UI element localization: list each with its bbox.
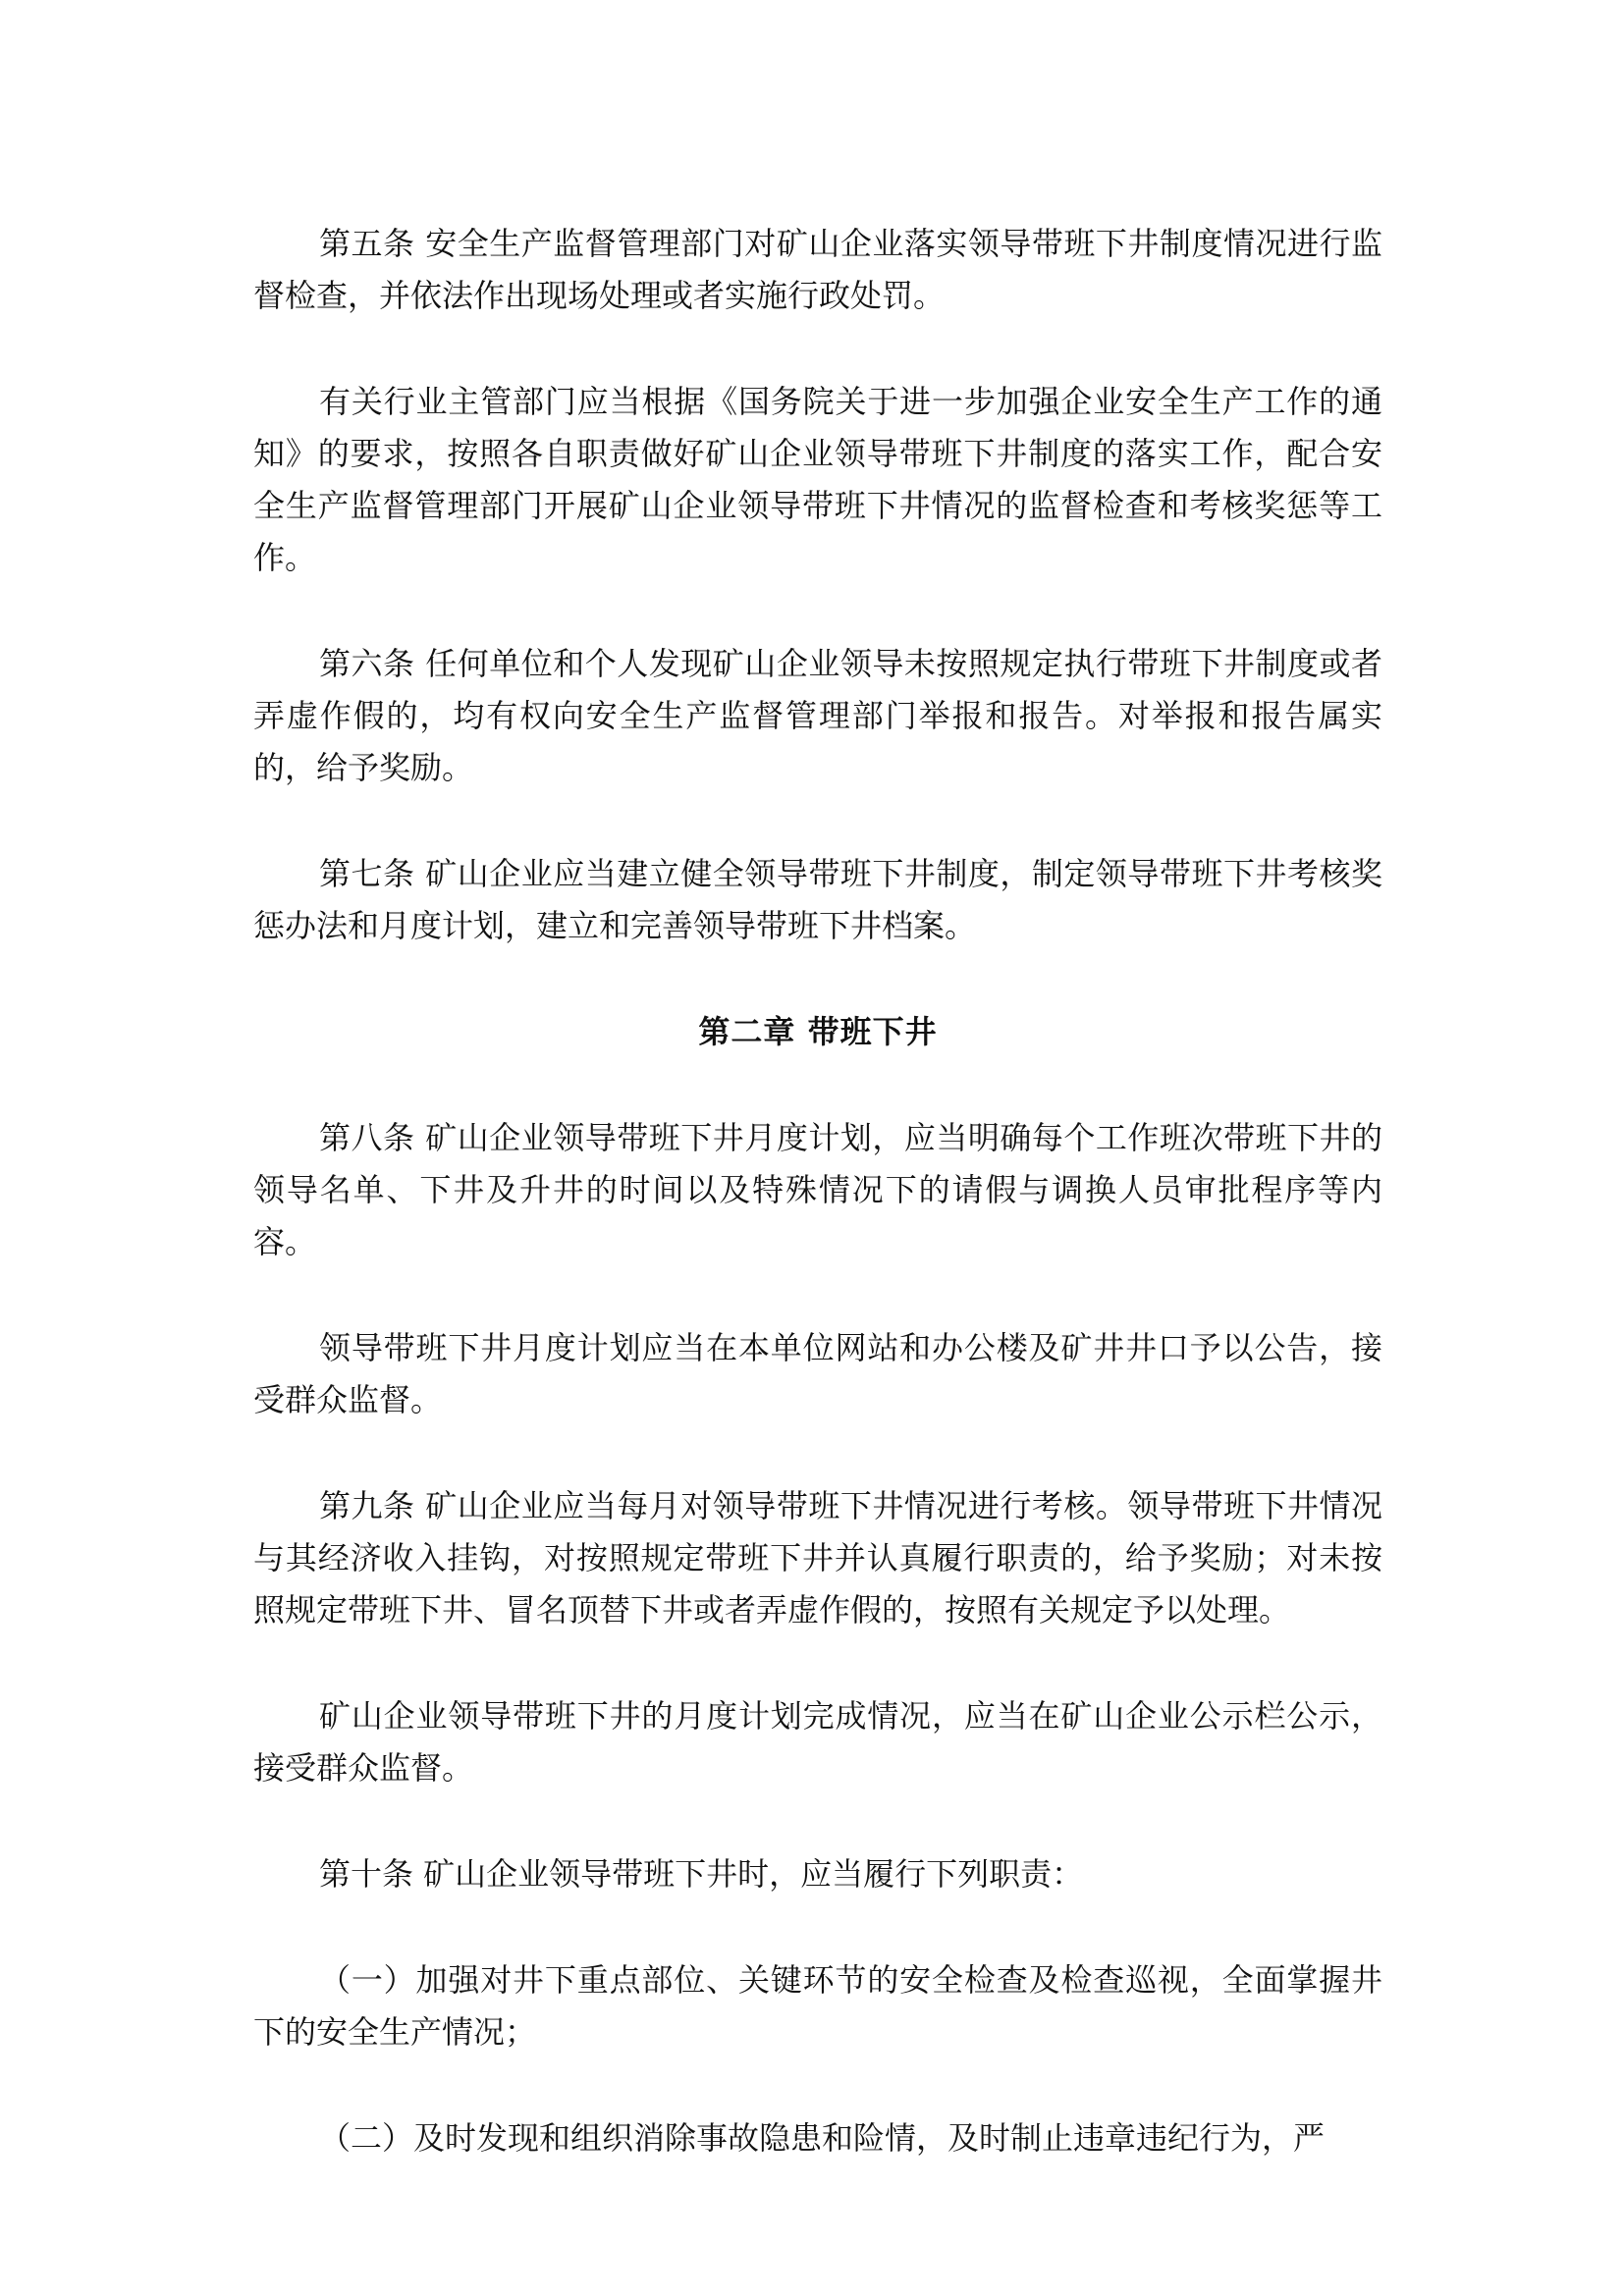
article-10-paragraph: 第十条 矿山企业领导带班下井时，应当履行下列职责：	[319, 1855, 1084, 1893]
article-7-paragraph: 第七条 矿山企业应当建立健全领导带班下井制度，制定领导带班下井考核奖惩办法和月度计划，建立和完善领导带班下井档案。	[253, 855, 1382, 944]
plan-completion-publicity-paragraph: 矿山企业领导带班下井的月度计划完成情况，应当在矿山企业公示栏公示，接受群众监督。	[253, 1697, 1382, 1787]
industry-department-paragraph: 有关行业主管部门应当根据《国务院关于进一步加强企业安全生产工作的通知》的要求，按照各自职责做好矿山企业领导带班下井制度的落实工作，配合安全生产监督管理部门开展矿山企业领导带班下井情况的监督检查和考核奖惩等工作。	[253, 383, 1382, 576]
duty-item-2: （二）及时发现和组织消除事故隐患和险情，及时制止违章违纪行为，严	[319, 2119, 1326, 2157]
monthly-plan-announcement-paragraph: 领导带班下井月度计划应当在本单位网站和办公楼及矿井井口予以公告，接受群众监督。	[253, 1329, 1382, 1418]
article-9-paragraph: 第九条 矿山企业应当每月对领导带班下井情况进行考核。领导带班下井情况与其经济收入挂钩，对按照规定带班下井并认真履行职责的，给予奖励；对未按照规定带班下井、冒名顶替下井或者弄虚作假的，按照有关规定予以处理。	[253, 1487, 1382, 1629]
document-body	[253, 218, 1382, 2218]
duty-item-1: （一）加强对井下重点部位、关键环节的安全检查及检查巡视，全面掌握井下的安全生产情况；	[253, 1961, 1382, 2051]
article-8-paragraph: 第八条 矿山企业领导带班下井月度计划，应当明确每个工作班次带班下井的领导名单、下井及升井的时间以及特殊情况下的请假与调换人员审批程序等内容。	[253, 1119, 1382, 1260]
article-6-paragraph: 第六条 任何单位和个人发现矿山企业领导未按照规定执行带班下井制度或者弄虚作假的，均有权向安全生产监督管理部门举报和报告。对举报和报告属实的，给予奖励。	[253, 645, 1382, 786]
chapter-heading: 第二章 带班下井	[698, 1013, 938, 1050]
article-5-paragraph: 第五条 安全生产监督管理部门对矿山企业落实领导带班下井制度情况进行监督检查，并依法作出现场处理或者实施行政处罚。	[253, 225, 1382, 314]
